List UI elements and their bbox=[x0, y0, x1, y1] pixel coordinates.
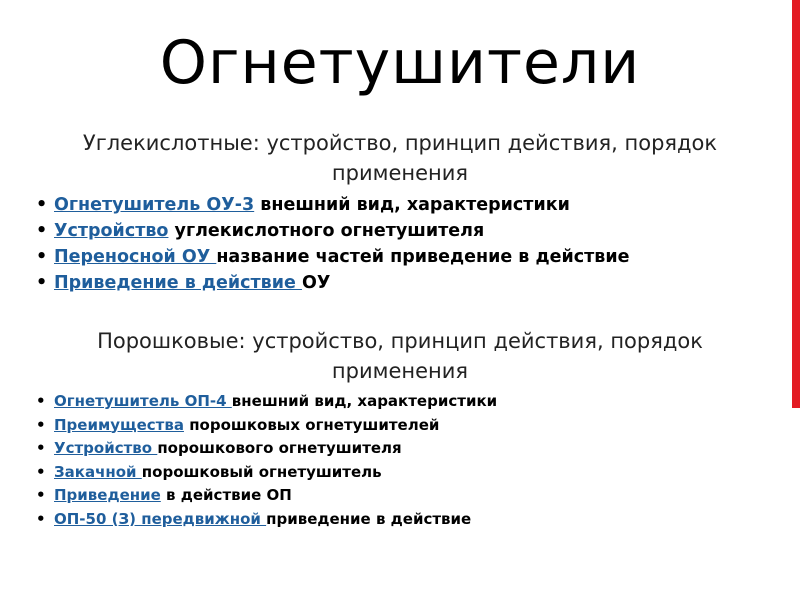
list-item bbox=[28, 461, 668, 485]
list-item-link[interactable]: ОП-50 (З) передвижной bbox=[54, 509, 267, 528]
list-item bbox=[28, 218, 688, 244]
list-item-text: порошковых огнетушителей bbox=[183, 415, 440, 434]
list-item-link[interactable]: Приведение bbox=[54, 486, 161, 504]
list-item bbox=[28, 414, 668, 438]
list-item-text: в действие ОП bbox=[160, 486, 292, 504]
list-item-text: приведение в действие bbox=[266, 509, 472, 528]
slide-title: Огнетушители bbox=[159, 28, 641, 98]
list-item bbox=[28, 192, 688, 218]
list-item-link[interactable]: Преимущества bbox=[54, 415, 184, 434]
list-item-link[interactable]: Переносной ОУ bbox=[54, 247, 217, 267]
list-item-text: внешний вид, характеристики bbox=[254, 195, 570, 215]
co2-extinguisher-list bbox=[28, 192, 688, 296]
list-item-link[interactable]: Огнетушитель ОП-4 bbox=[54, 392, 232, 410]
list-item bbox=[28, 244, 688, 270]
list-item-text: внешний вид, характеристики bbox=[231, 392, 498, 410]
section-heading-powder: Порошковые: устройство, принцип действия, порядок применения bbox=[97, 329, 703, 383]
list-item-link[interactable]: Устройство bbox=[54, 439, 158, 457]
list-item-text: порошковый огнетушитель bbox=[141, 462, 382, 481]
list-item-text: название частей приведение в действие bbox=[216, 247, 630, 267]
list-item-text: порошкового огнетушителя bbox=[157, 439, 402, 457]
list-item bbox=[28, 437, 668, 461]
list-item bbox=[28, 508, 668, 532]
list-item-link[interactable]: Огнетушитель ОУ-3 bbox=[54, 195, 255, 215]
powder-extinguisher-list bbox=[28, 390, 668, 531]
list-item-text: углекислотного огнетушителя bbox=[168, 221, 485, 241]
list-item-text: ОУ bbox=[301, 273, 331, 293]
section-heading-co2: Углекислотные: устройство, принцип действия, порядок применения bbox=[82, 131, 718, 185]
list-item bbox=[28, 390, 668, 414]
list-item bbox=[28, 270, 688, 296]
list-item bbox=[28, 484, 668, 508]
list-item-link[interactable]: Приведение в действие bbox=[54, 273, 302, 293]
list-item-link[interactable]: Устройство bbox=[54, 221, 169, 241]
list-item-link[interactable]: Закачной bbox=[54, 462, 142, 481]
